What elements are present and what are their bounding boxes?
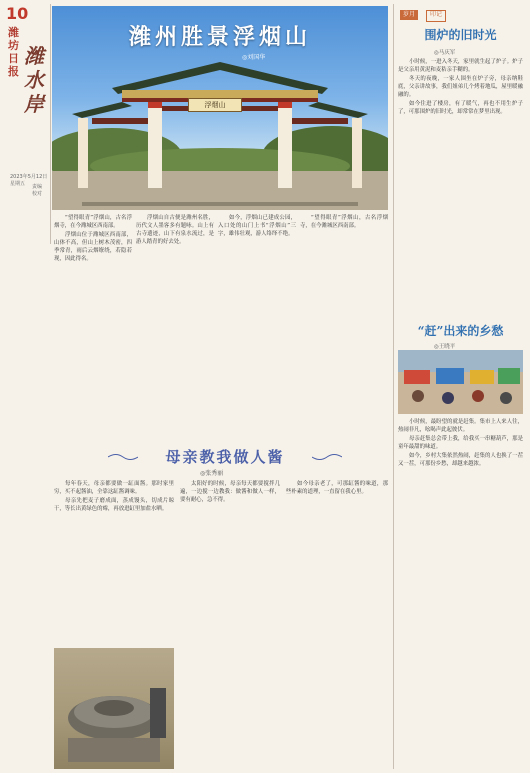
article2-paragraph: 母亲赶集总会带上我，给我买一串糖葫芦，那是童年最甜的味道。 [398,436,523,450]
article2-paragraph: 小时候，最盼望的就是赶集。集市上人来人往，热闹非凡，吆喝声此起彼伏。 [398,419,523,433]
right-column [393,4,527,769]
feature-column-2 [136,214,214,440]
article1-paragraph: 冬天的夜晚，一家人围坐在炉子旁，母亲纳鞋底，父亲讲故事，我们姐弟几个烤着地瓜，屋里暖融融的。 [398,76,523,98]
mother-article-byline: ◎张秀丽 [200,470,224,477]
feature-byline: ◎刘国华 [242,54,266,61]
masthead [6,4,51,244]
article1-paragraph: 小时候，一进入冬天，家里就生起了炉子。炉子是父亲用黄泥和麦秸亲手糊的。 [398,59,523,73]
title-ornament-right-icon [312,452,342,462]
mother-column-1 [54,480,174,644]
article2-paragraph: 如今，乡村大集依然热闹，赶集的人也换了一茬又一茬，可那份乡愁，却越来越浓。 [398,453,523,467]
article2-body [398,418,523,765]
hero-photo [52,6,388,210]
feature-paragraph: 如今，浮烟山已建成公园，入口处的山门上书“浮烟山”三字，雄伟壮观，游人络绎不绝。 [218,215,296,237]
market-photo [398,350,523,414]
feature-column-4 [300,214,388,440]
feature-column-1 [54,214,132,440]
editor-line: 责编 校对 [32,184,43,197]
feature-paragraph: “望得眼青”浮烟山，古名浮烟寺，在今潍城区西南部。 [300,215,388,229]
mother-paragraph: 如今母亲老了，可那缸酱的味道，那些朴素的道理，一直留在我心里。 [286,481,388,495]
feature-paragraph: 浮烟山自古便是潍州名胜，历代文人墨客多有题咏。山上有古寺遗迹，山下有泉水流过，是游人踏青的好去处。 [136,215,214,245]
feature-column-3 [218,214,296,440]
mother-column-2 [180,480,280,766]
title-ornament-left-icon [108,452,138,462]
feature-title: 潍州胜景浮烟山 [128,24,311,50]
paper-name: 潍坊日报 [8,26,19,78]
column-tag: 岁月 [400,10,418,20]
stone-mill-illustration [54,648,174,769]
article2-byline: ◎王晓平 [434,344,456,350]
mother-column-3 [286,480,388,766]
gate-sign: 浮烟山 [188,98,242,112]
stone-mill-photo [54,648,174,769]
section-title: 潍水岸 [24,44,44,116]
mother-paragraph: 每年春天，母亲都要做一缸面酱。那时家里穷，买不起酱油，全靠这缸酱调味。 [54,481,174,495]
article1-body [398,58,523,316]
market-illustration [398,350,523,414]
feature-paragraph: “望得眼青”浮烟山，古名浮烟寺，在今潍城区西南部。 [54,215,132,229]
mother-article-title: 母亲教我做人酱 [165,448,285,466]
mother-paragraph: 母亲先把麦子磨成面，蒸成馒头，切成片晾干，等长出黄绿色的霉，再放进缸里加盐水晒。 [54,498,174,512]
article1-title: 围炉的旧时光 [424,28,497,42]
mother-paragraph: 太阳好的时候，母亲每天都要搅拌几遍，一边搅一边教我：做酱和做人一样，要有耐心，急不得。 [180,481,280,503]
page-number: 10 [6,4,29,23]
date-line: 2023年5月12日 星期五 [10,174,48,187]
article2-title: “赶”出来的乡愁 [417,324,504,338]
article1-paragraph: 如今住进了楼房，有了暖气，再也不用生炉子了，可那围炉的旧时光，却常常在梦里出现。 [398,101,523,115]
article1-byline: ◎马庆军 [434,50,456,56]
feature-paragraph: 浮烟山位于潍城区西南部，山体不高，但山上树木茂密，四季常青，雨后云烟缭绕，若隐若现，因此得名。 [54,232,132,262]
column-tag-secondary: 印记 [426,10,446,22]
